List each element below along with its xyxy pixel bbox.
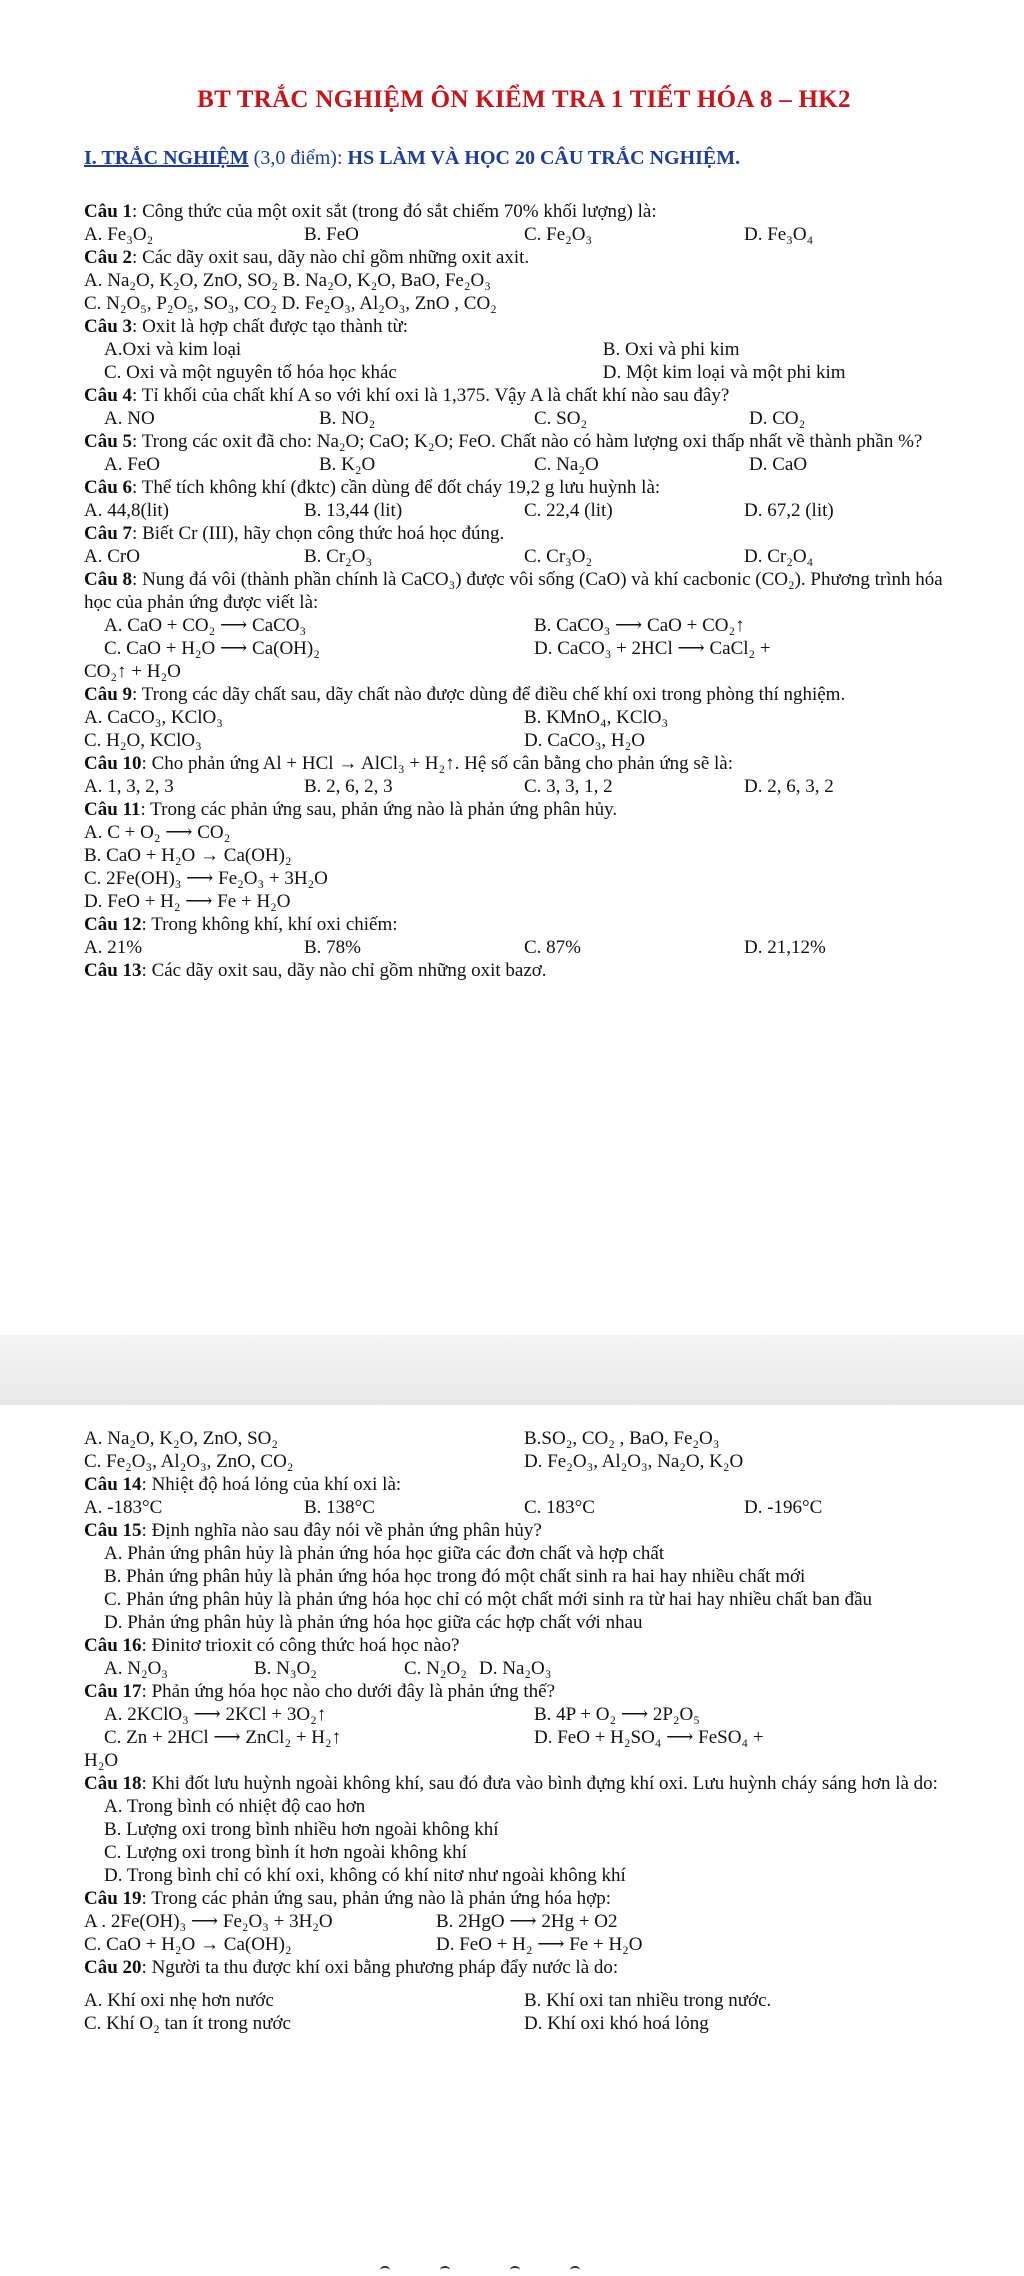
question-stem: : Các dãy oxit sau, dãy nào chỉ gồm những oxit axit. <box>132 247 530 268</box>
option-c: C. Fe₂O₃ <box>524 224 593 245</box>
question-label: Câu 13 <box>84 960 142 981</box>
sheet-2-content <box>84 1427 964 2035</box>
question-13 <box>84 959 964 982</box>
option-a: A. 1, 3, 2, 3 <box>84 776 174 797</box>
question-label: Câu 6 <box>84 477 133 498</box>
option-d: D. 2, 6, 3, 2 <box>744 776 834 797</box>
option-b: B. Cr₂O₃ <box>304 546 373 567</box>
option-c: C. 2Fe(OH)₃ ⟶ Fe₂O₃ + 3H₂O <box>84 868 328 889</box>
option-b: B. Khí oxi tan nhiều trong nước. <box>524 1990 772 2011</box>
option-line-1: A. Na₂O, K₂O, ZnO, SO₂ B. Na₂O, K₂O, BaO, Fe₂O₃ <box>84 270 491 291</box>
option-b: B. 4P + O₂ ⟶ 2P₂O₅ <box>534 1704 700 1725</box>
question-label: Câu 4 <box>84 385 133 406</box>
option-d-continued: CO₂↑ + H₂O <box>84 661 181 682</box>
question-label: Câu 9 <box>84 684 133 705</box>
option-c: C. 87% <box>524 937 581 958</box>
question-stem: : Trong các phản ứng sau, phản ứng nào là phản ứng hóa hợp: <box>141 1888 611 1909</box>
question-stem: : Nung đá vôi (thành phần chính là CaCO₃) được vôi sống (CaO) và khí cacbonic (CO₂). Phương trình hóa học của phản ứng được viết là: <box>84 569 943 613</box>
cut-off-text-fragments <box>380 2262 630 2276</box>
option-b: B. KMnO₄, KClO₃ <box>524 707 669 728</box>
option-a: A . 2Fe(OH)₃ ⟶ Fe₂O₃ + 3H₂O <box>84 1911 333 1932</box>
question-label: Câu 15 <box>84 1520 142 1541</box>
question-stem: : Người ta thu được khí oxi bằng phương pháp đẩy nước là do: <box>141 1957 619 1978</box>
option-d: D. Cr₂O₄ <box>744 546 814 567</box>
section-points: (3,0 điểm): <box>248 147 348 169</box>
option-c: C. Phản ứng phân hủy là phản ứng hóa học chỉ có một chất mới sinh ra từ hai hay nhiều chất ban đầu <box>104 1589 873 1610</box>
option-d: D. Khí oxi khó hoá lỏng <box>524 2013 709 2034</box>
option-d: D. CaO <box>749 454 808 475</box>
option-d: D. CaCO₃, H₂O <box>524 730 645 751</box>
option-c: C. 3, 3, 1, 2 <box>524 776 613 797</box>
option-b: B. Oxi và phi kim <box>602 339 740 360</box>
question-15 <box>84 1519 964 1634</box>
question-label: Câu 20 <box>84 1957 142 1978</box>
question-label: Câu 3 <box>84 316 133 337</box>
question-13-options <box>84 1427 964 1473</box>
question-label: Câu 7 <box>84 523 133 544</box>
question-label: Câu 18 <box>84 1773 142 1794</box>
option-c: C. H₂O, KClO₃ <box>84 730 202 751</box>
question-stem: : Biết Cr (III), hãy chọn công thức hoá học đúng. <box>132 523 505 544</box>
option-c: C. CaO + H₂O → Ca(OH)₂ <box>84 1934 292 1955</box>
question-stem: : Nhiệt độ hoá lỏng của khí oxi là: <box>141 1474 402 1495</box>
option-line-2: C. N₂O₅, P₂O₅, SO₃, CO₂ D. Fe₂O₃, Al₂O₃, ZnO , CO₂ <box>84 293 497 314</box>
option-b: B. CaO + H₂O → Ca(OH)₂ <box>84 845 292 866</box>
option-c: C. Khí O₂ tan ít trong nước <box>84 2013 291 2034</box>
option-d: D. FeO + H₂ ⟶ Fe + H₂O <box>436 1934 643 1955</box>
question-stem: : Trong các dãy chất sau, dãy chất nào được dùng để điều chế khí oxi trong phòng thí nghiệm. <box>132 684 846 705</box>
question-label: Câu 1 <box>84 201 133 222</box>
option-b: B. N₃O₂ <box>254 1658 317 1679</box>
question-5 <box>84 430 964 476</box>
option-a: A. CaCO₃, KClO₃ <box>84 707 223 728</box>
question-label: Câu 5 <box>84 431 133 452</box>
option-b: B. K₂O <box>319 454 376 475</box>
question-label: Câu 12 <box>84 914 142 935</box>
question-4 <box>84 384 964 430</box>
question-8 <box>84 568 964 683</box>
option-a: A. Na₂O, K₂O, ZnO, SO₂ <box>84 1428 279 1449</box>
question-20 <box>84 1956 964 2035</box>
option-d: D. CO₂ <box>749 408 806 429</box>
option-c: C. Fe₂O₃, Al₂O₃, ZnO, CO₂ <box>84 1451 294 1472</box>
option-d: D. Một kim loại và một phi kim <box>602 362 846 383</box>
option-a: A. -183°C <box>84 1497 163 1518</box>
option-d: D. Phản ứng phân hủy là phản ứng hóa học giữa các hợp chất với nhau <box>104 1612 643 1633</box>
option-d: D. -196°C <box>744 1497 823 1518</box>
question-stem: : Đinitơ trioxit có công thức hoá học nào? <box>141 1635 460 1656</box>
option-d: D. 21,12% <box>744 937 826 958</box>
question-stem: : Thể tích không khí (đktc) cần dùng để đốt cháy 19,2 g lưu huỳnh là: <box>132 477 661 498</box>
question-10 <box>84 752 964 798</box>
question-stem: : Định nghĩa nào sau đây nói về phản ứng phân hủy? <box>141 1520 542 1541</box>
section-prefix: I. TRẮC NGHIỆM <box>84 147 249 169</box>
option-c: C. CaO + H₂O ⟶ Ca(OH)₂ <box>104 638 320 659</box>
section-heading <box>84 147 964 170</box>
option-a: A. NO <box>104 408 155 429</box>
question-stem: : Trong các phản ứng sau, phản ứng nào là phản ứng phân hủy. <box>140 799 618 820</box>
option-c: C. Oxi và một nguyên tố hóa học khác <box>104 362 397 383</box>
option-a: A. FeO <box>104 454 160 475</box>
option-a: A. 44,8(lit) <box>84 500 169 521</box>
page-break <box>0 1335 1024 1405</box>
question-label: Câu 2 <box>84 247 133 268</box>
question-stem: : Trong các oxit đã cho: Na₂O; CaO; K₂O; FeO. Chất nào có hàm lượng oxi thấp nhất về thành phần %? <box>132 431 923 452</box>
question-7 <box>84 522 964 568</box>
question-stem: : Tỉ khối của chất khí A so với khí oxi là 1,375. Vậy A là chất khí nào sau đây? <box>132 385 730 406</box>
option-c: C. Zn + 2HCl ⟶ ZnCl₂ + H₂↑ <box>104 1727 342 1748</box>
option-d: D. Fe₃O₄ <box>744 224 814 245</box>
sheet-1-content <box>84 0 964 982</box>
option-b: B. Lượng oxi trong bình nhiều hơn ngoài không khí <box>104 1819 499 1840</box>
question-19 <box>84 1887 964 1956</box>
option-b: B. 138°C <box>304 1497 375 1518</box>
question-14 <box>84 1473 964 1519</box>
question-stem: : Phản ứng hóa học nào cho dưới đây là phản ứng thế? <box>141 1681 556 1702</box>
question-2 <box>84 246 964 315</box>
option-b: B. CaCO₃ ⟶ CaO + CO₂↑ <box>534 615 745 636</box>
document-title: BT TRẮC NGHIỆM ÔN KIỂM TRA 1 TIẾT HÓA 8 – HK2 <box>197 86 851 113</box>
question-stem: : Khi đốt lưu huỳnh ngoài không khí, sau đó đưa vào bình đựng khí oxi. Lưu huỳnh cháy sáng hơn là do: <box>141 1773 938 1794</box>
question-stem: : Các dãy oxit sau, dãy nào chỉ gồm những oxit bazơ. <box>141 960 547 981</box>
question-stem: : Oxit là hợp chất được tạo thành từ: <box>132 316 409 337</box>
option-b: B. FeO <box>304 224 359 245</box>
question-12 <box>84 913 964 959</box>
option-b: B. 2HgO ⟶ 2Hg + O2 <box>436 1911 618 1932</box>
option-d-continued: H₂O <box>84 1750 119 1771</box>
question-label: Câu 10 <box>84 753 142 774</box>
option-a: A. Khí oxi nhẹ hơn nước <box>84 1990 274 2011</box>
option-c: C. Na₂O <box>534 454 599 475</box>
page-sheet-2 <box>0 1405 1024 2276</box>
option-b: B. 2, 6, 2, 3 <box>304 776 393 797</box>
option-a: A. Phản ứng phân hủy là phản ứng hóa học giữa các đơn chất và hợp chất <box>104 1543 665 1564</box>
option-a: A. Fe₃O₂ <box>84 224 154 245</box>
question-label: Câu 19 <box>84 1888 142 1909</box>
option-d: D. Na₂O₃ <box>479 1658 552 1679</box>
question-17 <box>84 1680 964 1772</box>
question-stem: : Trong không khí, khí oxi chiếm: <box>141 914 398 935</box>
option-d: D. Trong bình chỉ có khí oxi, không có khí nitơ như ngoài không khí <box>104 1865 626 1886</box>
option-c: C. 22,4 (lit) <box>524 500 613 521</box>
option-a: A.Oxi và kim loại <box>104 339 242 360</box>
option-b: B. 78% <box>304 937 361 958</box>
question-1 <box>84 200 964 246</box>
option-c: C. Cr₃O₂ <box>524 546 593 567</box>
option-c: C. 183°C <box>524 1497 595 1518</box>
option-c: C. N₂O₂ <box>404 1658 467 1679</box>
question-stem: : Công thức của một oxit sắt (trong đó sắt chiếm 70% khối lượng) là: <box>132 201 657 222</box>
question-label: Câu 11 <box>84 799 141 820</box>
question-16 <box>84 1634 964 1680</box>
option-a: A. 21% <box>84 937 143 958</box>
option-d: D. Fe₂O₃, Al₂O₃, Na₂O, K₂O <box>524 1451 744 1472</box>
question-18 <box>84 1772 964 1887</box>
option-c: C. SO₂ <box>534 408 588 429</box>
option-b: B. Phản ứng phân hủy là phản ứng hóa học trong đó một chất sinh ra hai hay nhiều chất mới <box>104 1566 806 1587</box>
question-3 <box>84 315 964 384</box>
option-a: A. 2KClO₃ ⟶ 2KCl + 3O₂↑ <box>104 1704 327 1725</box>
option-d: D. CaCO₃ + 2HCl ⟶ CaCl₂ + <box>534 638 771 659</box>
section-text: HS LÀM VÀ HỌC 20 CÂU TRẮC NGHIỆM. <box>347 147 741 169</box>
question-label: Câu 17 <box>84 1681 142 1702</box>
option-a: A. Trong bình có nhiệt độ cao hơn <box>104 1796 366 1817</box>
option-d: D. FeO + H₂ ⟶ Fe + H₂O <box>84 891 291 912</box>
option-a: A. CaO + CO₂ ⟶ CaCO₃ <box>104 615 307 636</box>
option-b: B. NO₂ <box>319 408 376 429</box>
question-label: Câu 8 <box>84 569 133 590</box>
option-d: D. 67,2 (lit) <box>744 500 834 521</box>
question-6 <box>84 476 964 522</box>
option-b: B.SO₂, CO₂ , BaO, Fe₂O₃ <box>524 1428 720 1449</box>
question-9 <box>84 683 964 752</box>
option-a: A. C + O₂ ⟶ CO₂ <box>84 822 231 843</box>
option-d: D. FeO + H₂SO₄ ⟶ FeSO₄ + <box>534 1727 764 1748</box>
option-c: C. Lượng oxi trong bình ít hơn ngoài không khí <box>104 1842 467 1863</box>
question-label: Câu 14 <box>84 1474 142 1495</box>
question-11 <box>84 798 964 913</box>
option-b: B. 13,44 (lit) <box>304 500 403 521</box>
option-a: A. CrO <box>84 546 140 567</box>
question-label: Câu 16 <box>84 1635 142 1656</box>
question-stem: : Cho phản ứng Al + HCl → AlCl₃ + H₂↑. Hệ số cân bằng cho phản ứng sẽ là: <box>141 753 733 774</box>
option-a: A. N₂O₃ <box>104 1658 168 1679</box>
